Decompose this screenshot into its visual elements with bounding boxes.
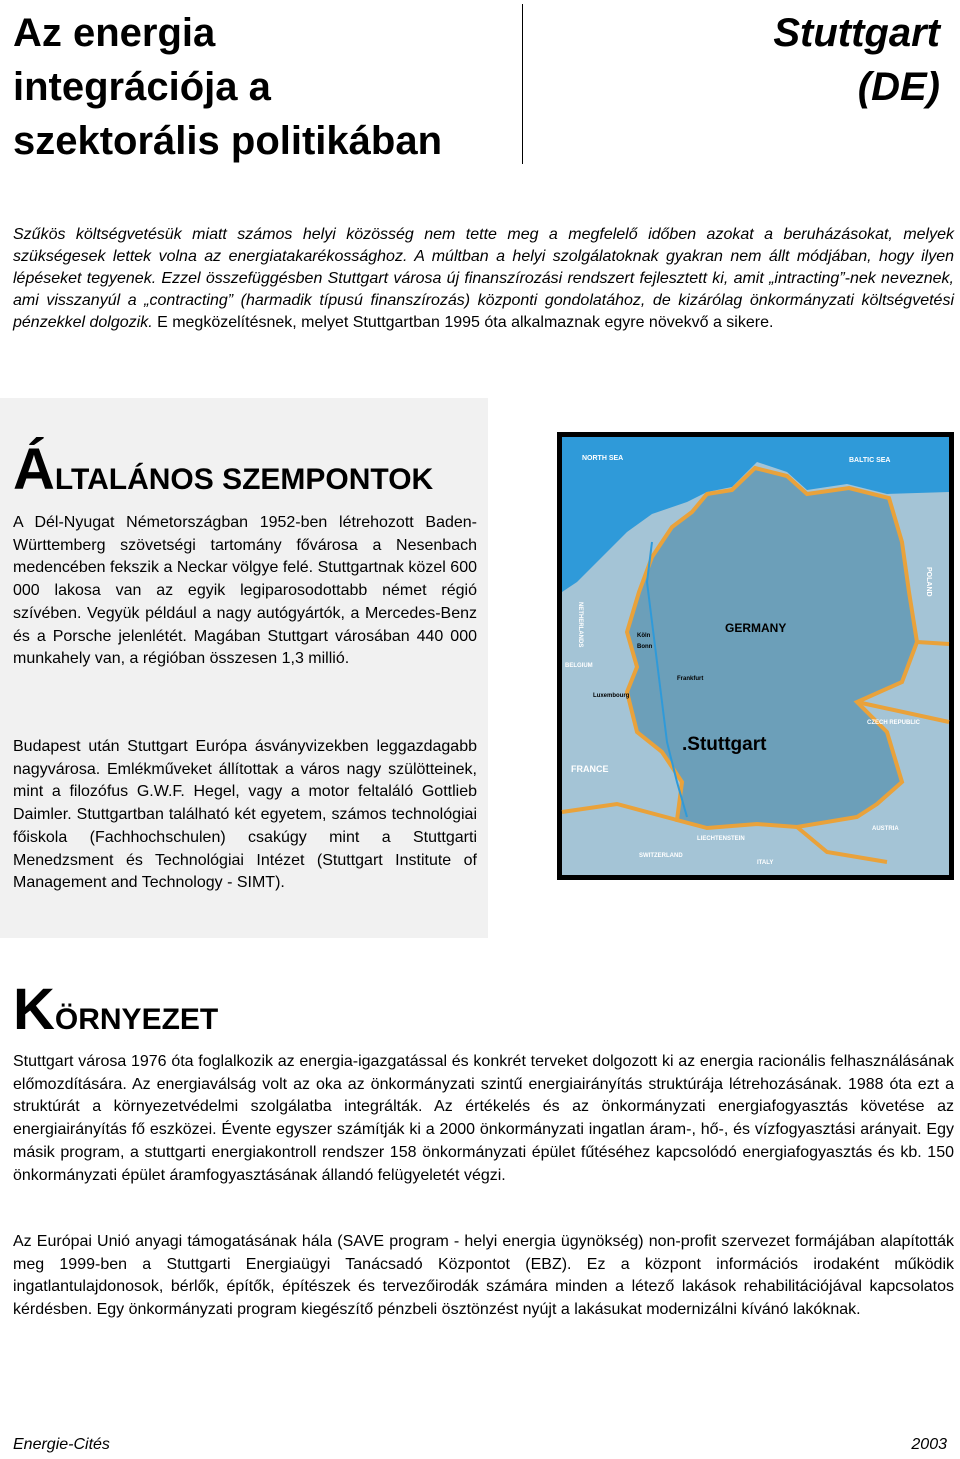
intro-paragraph (13, 224, 954, 334)
title-line: szektorális politikában (13, 119, 443, 163)
environment-paragraph: Stuttgart városa 1976 óta foglalkozik az energia-igazgatással és konkrét terveket dolgozott ki az energia racionális felhasználásának előmozdítására. Az energiaválság volt az oka az önkormányzati szintű energiairányítás struktúrája létrehozásának. 1988 óta ezt a struktúrát a környezetvédelmi szolgálatba integrálták. Az értékelés és az önkormányzati energiafogyasztás követése az energiairányítás fő eszközei. Évente egyszer számítják ki a 2000 önkormányzati ingatlan áram-, hő-, és vízfogyasztási arányait. Egy másik program, a stuttgarti energiakontroll rendszer 158 önkormányzati épület fűtéséhez kapcsolódó energiafogyasztás és kb. 150 önkormányzati épület áramfogyasztásának állandó felügyeletét végzi. (13, 1053, 954, 1184)
environment-paragraph: Az Európai Unió anyagi támogatásának hála (SAVE program - helyi energia ügynökség) non-profit szervezet formájában alapították meg 1999-ben a Stuttgarti Energiaügyi Tanácsadó Központot (EBZ). Ez a központ információs irodaként működik ingatlantulajdonosok, bérlők, építők, építészek és tervezőirodák számára minden a létező lakások rehabilitációjával kapcsolatos kérdésben. Egy önkormányzati program kiegészítő pénzbeli ösztönzést nyújt a lakásukat modernizálni kívánó lakóknak. (13, 1233, 954, 1319)
heading-initial: K (13, 977, 55, 1042)
map-label-bonn: Bonn (637, 644, 653, 650)
city-line: Stuttgart (773, 11, 940, 55)
map-label-france: FRANCE (571, 764, 609, 774)
map-label-stuttgart: .Stuttgart (682, 734, 767, 755)
general-paragraph: A Dél-Nyugat Németországban 1952-ben létrehozott Baden-Württemberg szövetségi tartomány fővárosa a Nesenbach medencében fekszik a Neckar völgye felé. Stuttgartnak közel 600 000 lakosa van az egyik legiparosodottabb német régió szívében. Vegyük például a nagy autógyártók, a Mercedes-Benz és a Porsche jelenlétét. Magában Stuttgart városában 440 000 munkahely van, a régióban összesen 1,3 millió. (13, 514, 477, 668)
germany-map (557, 432, 954, 880)
general-paragraph: Budapest után Stuttgart Európa ásványvizekben leggazdagabb nagyvárosa. Emlékműveket állítottak a város nagy szülötteinek, mint a filozófus G.W.F. Hegel, vagy a motor feltaláló Gottlieb Daimler. Stuttgartban található két egyetem, számos technológiai főiskola (Fachhochschulen) csakúgy mint a Stuttgarti Menedzsment és Technológiai Intézet (Stuttgart Institute of Management and Technology - SIMT). (13, 738, 477, 892)
map-label-belgium: BELGIUM (565, 663, 593, 669)
intro-italic-text: Szűkös költségvetésük miatt számos helyi közösség nem tette meg a megfelelő időben azokat a beruházásokat, melyek szükségesek lettek volna az energiatakarékossághoz. A múltban a helyi szolgálatoknak gyakran nem állt módjában, hogy ilyen lépéseket tegyenek. Ezzel összefüggésben Stuttgart városa új finanszírozási rendszert fejlesztett ki, amit „intracting”-nek neveznek, ami visszanyúl a „contracting” (harmadik típusú finanszírozás) központi gondolatához, de kizárólag önkormányzati költségvetési pénzekkel dolgozik. (13, 226, 954, 331)
map-label-germany: GERMANY (725, 621, 787, 635)
map-label-czech: CZECH REPUBLIC (867, 720, 921, 726)
footer-publisher: Energie-Cités (13, 1436, 110, 1453)
map-label-austria: AUSTRIA (872, 826, 899, 832)
document-title (13, 6, 523, 168)
map-label-poland: POLAND (925, 567, 932, 597)
general-section-heading (13, 437, 434, 510)
map-label-switzerland: SWITZERLAND (639, 853, 683, 859)
title-line: integrációja a (13, 65, 271, 109)
environment-section-heading (13, 977, 219, 1050)
title-line: Az energia (13, 11, 216, 55)
city-title (773, 6, 940, 114)
map-label-netherlands: NETHERLANDS (577, 602, 583, 648)
heading-initial: Á (13, 437, 55, 502)
footer-year: 2003 (911, 1436, 947, 1453)
heading-rest: LTALÁNOS SZEMPONTOK (54, 463, 434, 496)
heading-rest: ÖRNYEZET (54, 1003, 219, 1036)
map-label-italy: ITALY (757, 860, 774, 866)
map-label-baltic-sea: BALTIC SEA (849, 457, 891, 464)
map-label-liechtenstein: LIECHTENSTEIN (697, 836, 745, 842)
city-line: (DE) (857, 65, 940, 109)
map-label-north-sea: NORTH SEA (582, 455, 624, 462)
map-label-koln: Köln (637, 633, 651, 639)
map-label-luxembourg: Luxembourg (593, 693, 630, 699)
intro-normal-text: E megközelítésnek, melyet Stuttgartban 1995 óta alkalmaznak egyre növekvő a sikere. (152, 314, 774, 331)
map-label-frankfurt: Frankfurt (677, 676, 704, 682)
header-divider (522, 4, 523, 164)
